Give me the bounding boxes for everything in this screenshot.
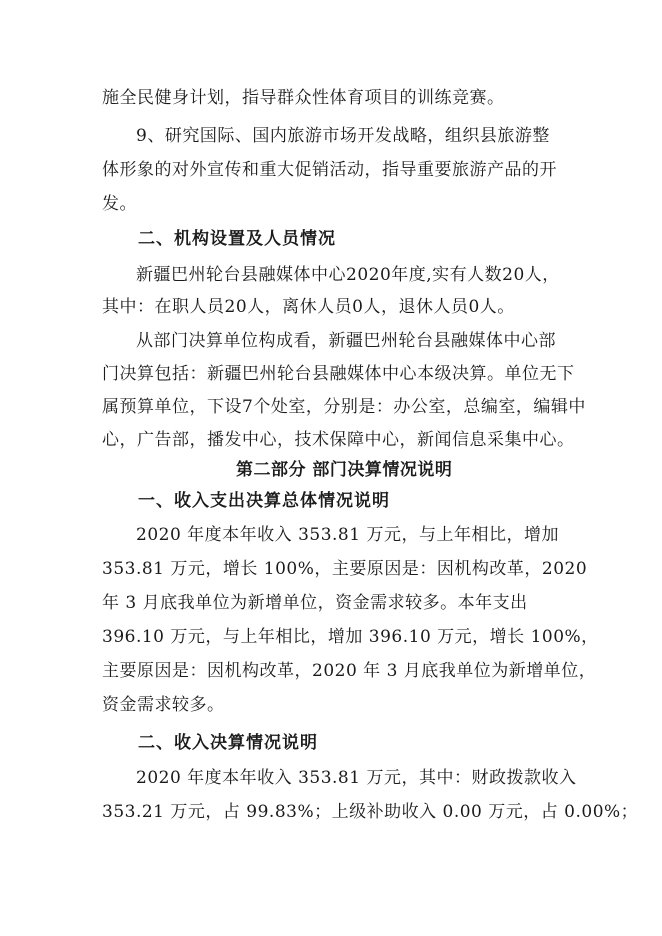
paragraph-line: 2020 年度本年收入 353.81 万元，与上年相比，增加 xyxy=(136,525,559,545)
paragraph-line: 属预算单位，下设7个处室，分别是：办公室，总编室，编辑中 xyxy=(102,397,586,417)
paragraph-line: 9、研究国际、国内旅游市场开发战略，组织县旅游整 xyxy=(136,126,550,146)
paragraph-line: 其中：在职人员20人，离休人员0人，退休人员0人。 xyxy=(102,297,515,317)
paragraph-line: 新疆巴州轮台县融媒体中心2020年度,实有人数20人， xyxy=(136,265,560,285)
paragraph-line: 门决算包括：新疆巴州轮台县融媒体中心本级决算。单位无下 xyxy=(102,364,575,384)
paragraph-line: 年 3 月底我单位为新增单位，资金需求较多。本年支出 xyxy=(102,593,528,613)
paragraph-line: 发。 xyxy=(102,194,137,214)
section-heading: 一、收入支出决算总体情况说明 xyxy=(138,491,390,511)
paragraph-line: 353.21 万元，占 99.83%；上级补助收入 0.00 万元，占 0.00%； xyxy=(102,802,639,822)
part-title: 第二部分 部门决算情况说明 xyxy=(236,460,453,480)
paragraph-line: 从部门决算单位构成看，新疆巴州轮台县融媒体中心部 xyxy=(136,331,556,351)
section-heading: 二、机构设置及人员情况 xyxy=(138,229,336,249)
paragraph-line: 396.10 万元，与上年相比，增加 396.10 万元，增长 100%， xyxy=(102,627,599,647)
paragraph-line: 2020 年度本年收入 353.81 万元，其中：财政拨款收入 xyxy=(136,768,577,788)
paragraph-line: 353.81 万元，增长 100%，主要原因是：因机构改革，2020 xyxy=(102,559,588,579)
paragraph-line: 体形象的对外宣传和重大促销活动，指导重要旅游产品的开 xyxy=(102,160,557,180)
paragraph-line: 心，广告部，播发中心，技术保障中心，新闻信息采集中心。 xyxy=(102,430,575,450)
paragraph-line: 施全民健身计划，指导群众性体育项目的训练竞赛。 xyxy=(102,88,505,108)
section-heading: 二、收入决算情况说明 xyxy=(138,733,318,753)
paragraph-line: 资金需求较多。 xyxy=(102,695,225,715)
paragraph-line: 主要原因是：因机构改革，2020 年 3 月底我单位为新增单位， xyxy=(102,661,597,681)
